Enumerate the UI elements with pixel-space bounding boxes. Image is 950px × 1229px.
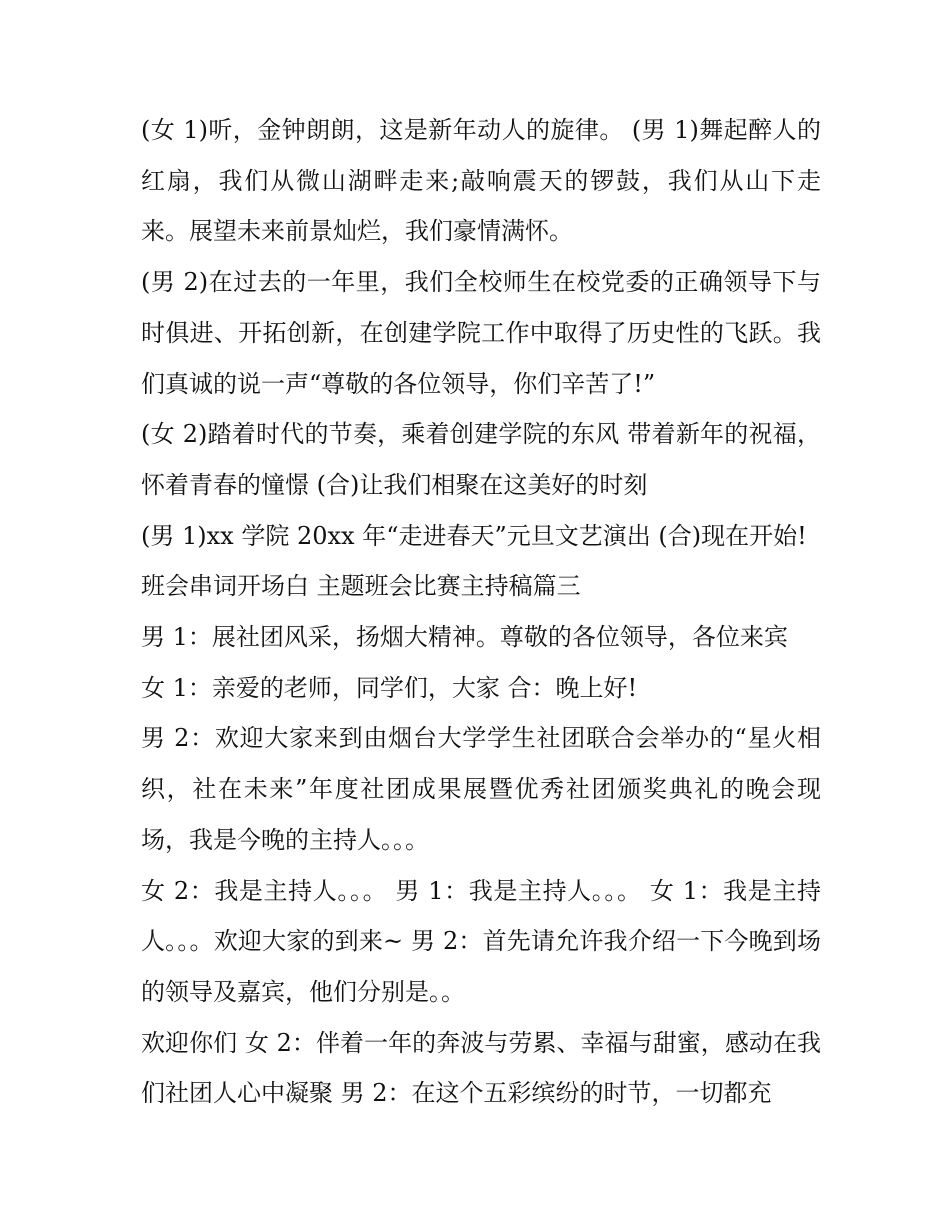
paragraph-6: 男 1：展社团风采，扬烟大精神。尊敬的各位领导，各位来宾 xyxy=(141,623,788,652)
paragraph-2: (男 2)在过去的一年里，我们全校师生在校党委的正确领导下与时俱进、开拓创新，在创建学院工作中取得了历史性的飞跃。我们真诚的说一声“尊敬的各位领导，你们辛苦了!” xyxy=(141,268,821,398)
paragraph-10: 欢迎你们 女 2：伴着一年的奔波与劳累、幸福与甜蜜，感动在我们社团人心中凝聚 男 2：在这个五彩缤纷的时节，一切都充 xyxy=(141,1028,821,1108)
section-heading: 班会串词开场白 主题班会比赛主持稿篇三 xyxy=(141,572,581,601)
paragraph-7: 女 1：亲爱的老师，同学们，大家 合：晚上好! xyxy=(141,673,638,702)
document-body xyxy=(141,105,821,1119)
paragraph-1: (女 1)听，金钟朗朗，这是新年动人的旋律。 (男 1)舞起醉人的红扇，我们从微山湖畔走来;敲响震天的锣鼓，我们从山下走来。展望未来前景灿烂，我们豪情满怀。 xyxy=(141,116,821,246)
paragraph-8: 男 2：欢迎大家来到由烟台大学学生社团联合会举办的“星火相织，社在未来”年度社团成果展暨优秀社团颁奖典礼的晚会现场，我是今晚的主持人。。。 xyxy=(141,724,821,854)
paragraph-4: (男 1)xx 学院 20xx 年“走进春天”元旦文艺演出 (合)现在开始! xyxy=(141,521,807,550)
paragraph-3: (女 2)踏着时代的节奏，乘着创建学院的东风 带着新年的祝福，怀着青春的憧憬 (合)让我们相聚在这美好的时刻 xyxy=(141,420,821,499)
paragraph-9: 女 2：我是主持人。。。 男 1：我是主持人。。。 女 1：我是主持人。。。欢迎大家的到来~ 男 2：首先请允许我介绍一下今晚到场的领导及嘉宾，他们分别是。。 xyxy=(141,876,821,1006)
